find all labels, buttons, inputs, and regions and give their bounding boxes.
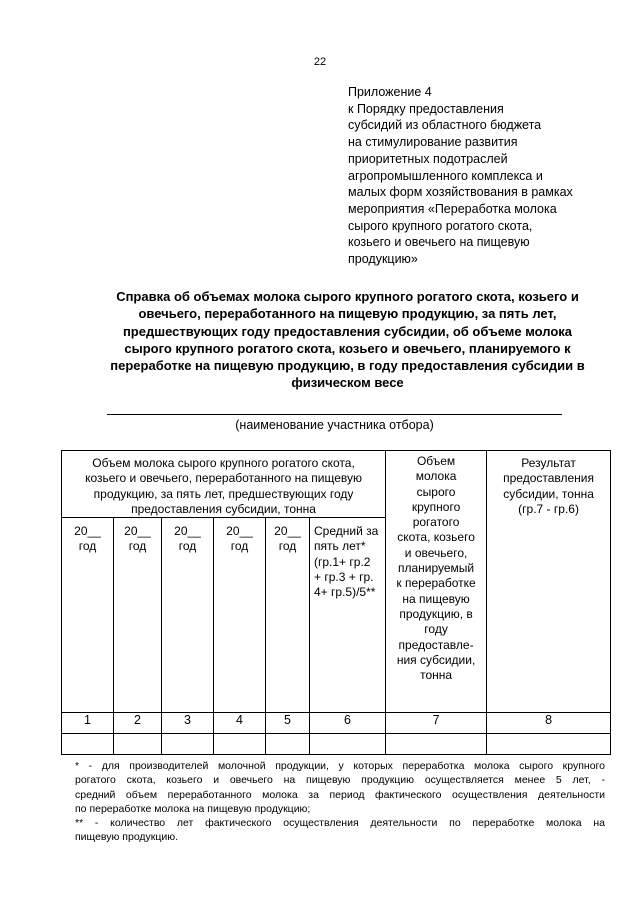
footnote-line: средний объем переработанного молока за период фактического осуществления деятельности — [75, 788, 605, 801]
table-cell — [266, 734, 310, 755]
column-number: 8 — [487, 713, 611, 734]
footnotes — [75, 759, 605, 845]
header-year-1: 20__ год — [62, 518, 114, 713]
title-line: физическом весе — [291, 375, 404, 391]
header-average: Средний за пять лет* (гр.1+ гр.2 + гр.3 + гр. 4+ гр.5)/5** — [310, 518, 386, 713]
appendix-line: сырого крупного рогатого скота, — [348, 218, 533, 233]
header-year-4: 20__ год — [214, 518, 266, 713]
column-number: 5 — [266, 713, 310, 734]
participant-label: (наименование участника отбора) — [235, 418, 434, 432]
header-year-2: 20__ год — [114, 518, 162, 713]
table-cell — [114, 734, 162, 755]
appendix-line: агропромышленного комплекса и — [348, 168, 543, 183]
appendix-line: малых форм хозяйствования в рамках — [348, 185, 573, 200]
header-planned-volume: Объем молока сырого крупного рогатого скота, козьего и овечьего, планируемый к переработке на пищевую продукцию, в году предоставле- ния субсидии, тонна — [386, 451, 487, 713]
title-line: переработке на пищевую продукцию, в году предоставления субсидии в — [110, 358, 585, 374]
data-table — [61, 450, 611, 755]
footnote-line: рогатого скота, козьего и овечьего на пищевую продукцию осуществляется менее 5 лет, - — [75, 774, 605, 787]
header-result: Результат предоставления субсидии, тонна (гр.7 - гр.6) — [487, 451, 611, 713]
table-cell — [162, 734, 214, 755]
page-number: 22 — [313, 56, 327, 68]
footnote-line: пищевую продукцию. — [75, 831, 179, 844]
appendix-line: к Порядку предоставления — [348, 101, 504, 116]
appendix-line: мероприятия «Переработка молока — [348, 201, 557, 216]
footnote-line: по переработке молока на пищевую продукцию; — [75, 802, 311, 815]
column-number: 6 — [310, 713, 386, 734]
table-cell — [62, 734, 114, 755]
table-row — [62, 734, 611, 755]
title-line: сырого крупного рогатого скота, козьего и овечьего, планируемого к — [124, 340, 571, 356]
appendix-heading — [348, 84, 608, 268]
title-line: Справка об объемах молока сырого крупного рогатого скота, козьего и — [116, 289, 579, 304]
table-header-row — [62, 451, 611, 518]
appendix-line: субсидий из областного бюджета — [348, 118, 542, 133]
column-number: 7 — [386, 713, 487, 734]
header-year-5: 20__ год — [266, 518, 310, 713]
appendix-line: Приложение 4 — [348, 85, 432, 99]
table-cell — [487, 734, 611, 755]
column-number: 4 — [214, 713, 266, 734]
document-title — [80, 288, 615, 392]
column-number-row — [62, 713, 611, 734]
column-number: 3 — [162, 713, 214, 734]
appendix-line: приоритетных подотраслей — [348, 151, 508, 166]
footnote-line: * - для производителей молочной продукции, у которых переработка молока сырого крупного — [75, 760, 605, 772]
column-number: 1 — [62, 713, 114, 734]
appendix-line: козьего и овечьего на пищевую — [348, 235, 530, 250]
title-line: овечьего, переработанного на пищевую продукцию, за пять лет, — [138, 306, 557, 322]
footnote-line: ** - количество лет фактического осуществления деятельности по переработке молока на — [75, 817, 605, 830]
header-volume-five-years: Объем молока сырого крупного рогатого скота, козьего и овечьего, переработанного на пищевую продукцию, за пять лет, предшествующих году предоставления субсидии, тонна — [62, 451, 386, 518]
appendix-line: продукцию» — [348, 252, 418, 267]
column-number: 2 — [114, 713, 162, 734]
table-cell — [310, 734, 386, 755]
appendix-line: на стимулирование развития — [348, 135, 518, 150]
header-year-3: 20__ год — [162, 518, 214, 713]
table-cell — [214, 734, 266, 755]
table-cell — [386, 734, 487, 755]
title-line: предшествующих году предоставления субсидии, об объеме молока — [122, 323, 573, 339]
participant-name-line — [107, 414, 562, 415]
